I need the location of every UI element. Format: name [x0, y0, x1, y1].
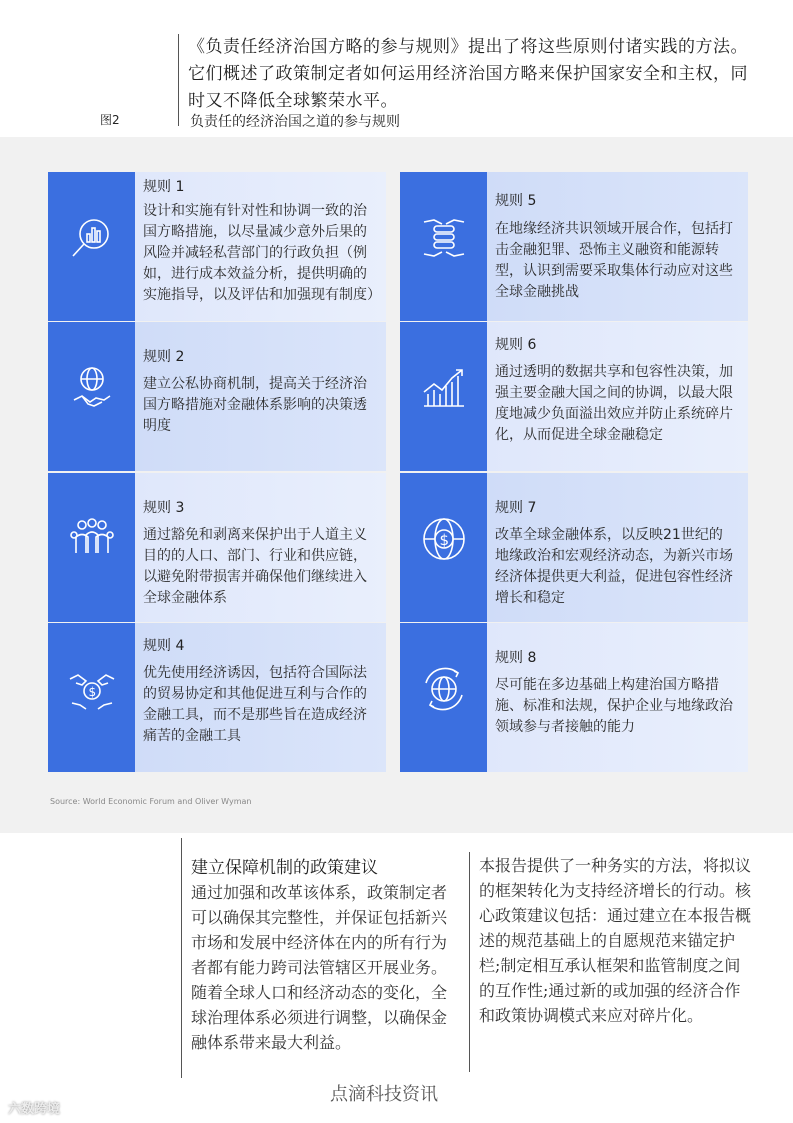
left-column-text: 通过加强和改革该体系，政策制定者可以确保其完整性，并保证包括新兴市场和发展中经济体在内的所有行为者都有能力跨司法管辖区开展业务。随着全球人口和经济动态的变化，全球治理体系必须进行调整，以确保金融体系带来最大利益。 [191, 883, 448, 1052]
globe-dollar-icon [420, 515, 468, 563]
rule-6-body [487, 322, 748, 471]
rule-7-body [487, 473, 748, 622]
rule-card-8 [400, 623, 748, 772]
rule-6-text: 通过透明的数据共享和包容性决策，加强主要金融大国之间的协调，以最大限度地减少负面溢出效应并防止系统碎片化，从而促进全球金融稳定 [495, 364, 733, 443]
bottom-left-divider [181, 838, 182, 1078]
people-group-icon [68, 515, 116, 563]
rule-7-icon-box [400, 473, 487, 622]
rule-3-title: 规则 3 [143, 500, 185, 516]
rule-5-title: 规则 5 [495, 193, 537, 209]
figure-label: 图2 [100, 113, 120, 127]
rule-card-6 [400, 322, 748, 471]
rule-6-icon-box [400, 322, 487, 471]
magnifier-chart-icon [68, 214, 116, 262]
hands-coin-icon [68, 665, 116, 713]
rule-7-title: 规则 7 [495, 500, 537, 516]
stacked-hands-icon [420, 214, 468, 262]
intro-paragraph: 《负责任经济治国方略的参与规则》提出了将这些原则付诸实践的方法。它们概述了政策制定者如何运用经济治国方略来保护国家安全和主权，同时又不降低全球繁荣水平。 [188, 37, 748, 111]
rule-card-1 [48, 172, 386, 321]
rule-8-title: 规则 8 [495, 650, 537, 666]
rule-3-icon-box [48, 473, 135, 622]
rule-4-text: 优先使用经济诱因，包括符合国际法的贸易协定和其他促进互利与合作的金融工具，而不是那些旨在造成经济痛苦的金融工具 [143, 665, 367, 744]
svg-text:$: $ [439, 531, 450, 549]
rule-2-icon-box [48, 322, 135, 471]
rule-4-icon-box [48, 623, 135, 772]
rule-6-title: 规则 6 [495, 337, 537, 353]
watermark-left: 六数跨境 [8, 1102, 61, 1117]
rule-2-title: 规则 2 [143, 349, 185, 365]
figure-source: Source: World Economic Forum and Oliver Wyman [50, 797, 252, 806]
watermark-center: 点滴科技资讯 [330, 1084, 438, 1105]
rule-8-text: 尽可能在多边基础上构建治国方略措施、标准和法规，保护企业与地缘政治领域参与者接触的能力 [495, 677, 733, 735]
right-column-text: 本报告提供了一种务实的方法，将拟议的框架转化为支持经济增长的行动。核心政策建议包括：通过建立在本报告概述的规范基础上的自愿规范来锚定护栏;制定相互承认框架和监管制度之间的互作性;通过新的或加强的经济合作和政策协调模式来应对碎片化。 [479, 856, 752, 1025]
bottom-right-divider [469, 852, 470, 1072]
rule-8-body [487, 623, 748, 772]
rule-2-body [135, 322, 386, 471]
rule-5-text: 在地缘经济共识领域开展合作，包括打击金融犯罪、恐怖主义融资和能源转型，认识到需要采取集体行动应对这些全球金融挑战 [495, 221, 733, 300]
rule-card-2 [48, 322, 386, 471]
rule-card-7 [400, 473, 748, 622]
figure-title: 负责任的经济治国之道的参与规则 [190, 114, 400, 130]
rule-4-title: 规则 4 [143, 638, 185, 654]
globe-cycle-icon [420, 665, 468, 713]
rule-card-3 [48, 473, 386, 622]
globe-handshake-icon [68, 364, 116, 412]
rising-chart-icon [420, 364, 468, 412]
rule-card-5 [400, 172, 748, 321]
rule-1-body [135, 172, 386, 321]
rule-1-text: 设计和实施有针对性和协调一致的治国方略措施，以尽量减少意外后果的风险并减轻私营部门的行政负担（例如，进行成本效益分析，提供明确的实施指导，以及评估和加强现有制度） [143, 203, 381, 303]
rule-card-4 [48, 623, 386, 772]
rule-1-title: 规则 1 [143, 179, 185, 195]
rule-2-text: 建立公私协商机制，提高关于经济治国方略措施对金融体系影响的决策透明度 [143, 376, 367, 434]
rule-7-text: 改革全球金融体系，以反映21世纪的地缘政治和宏观经济动态，为新兴市场经济体提供更大利益，促进包容性经济增长和稳定 [495, 527, 733, 606]
rule-5-icon-box [400, 172, 487, 321]
rule-8-icon-box [400, 623, 487, 772]
rule-3-text: 通过豁免和剥离来保护出于人道主义目的的人口、部门、行业和供应链，以避免附带损害并确保他们继续进入全球金融体系 [143, 527, 367, 606]
svg-text:$: $ [88, 685, 97, 699]
section-heading: 建立保障机制的政策建议 [191, 858, 378, 878]
intro-divider [178, 34, 179, 126]
rule-1-icon-box [48, 172, 135, 321]
rule-3-body [135, 473, 386, 622]
rule-5-body [487, 172, 748, 321]
rule-4-body [135, 623, 386, 772]
